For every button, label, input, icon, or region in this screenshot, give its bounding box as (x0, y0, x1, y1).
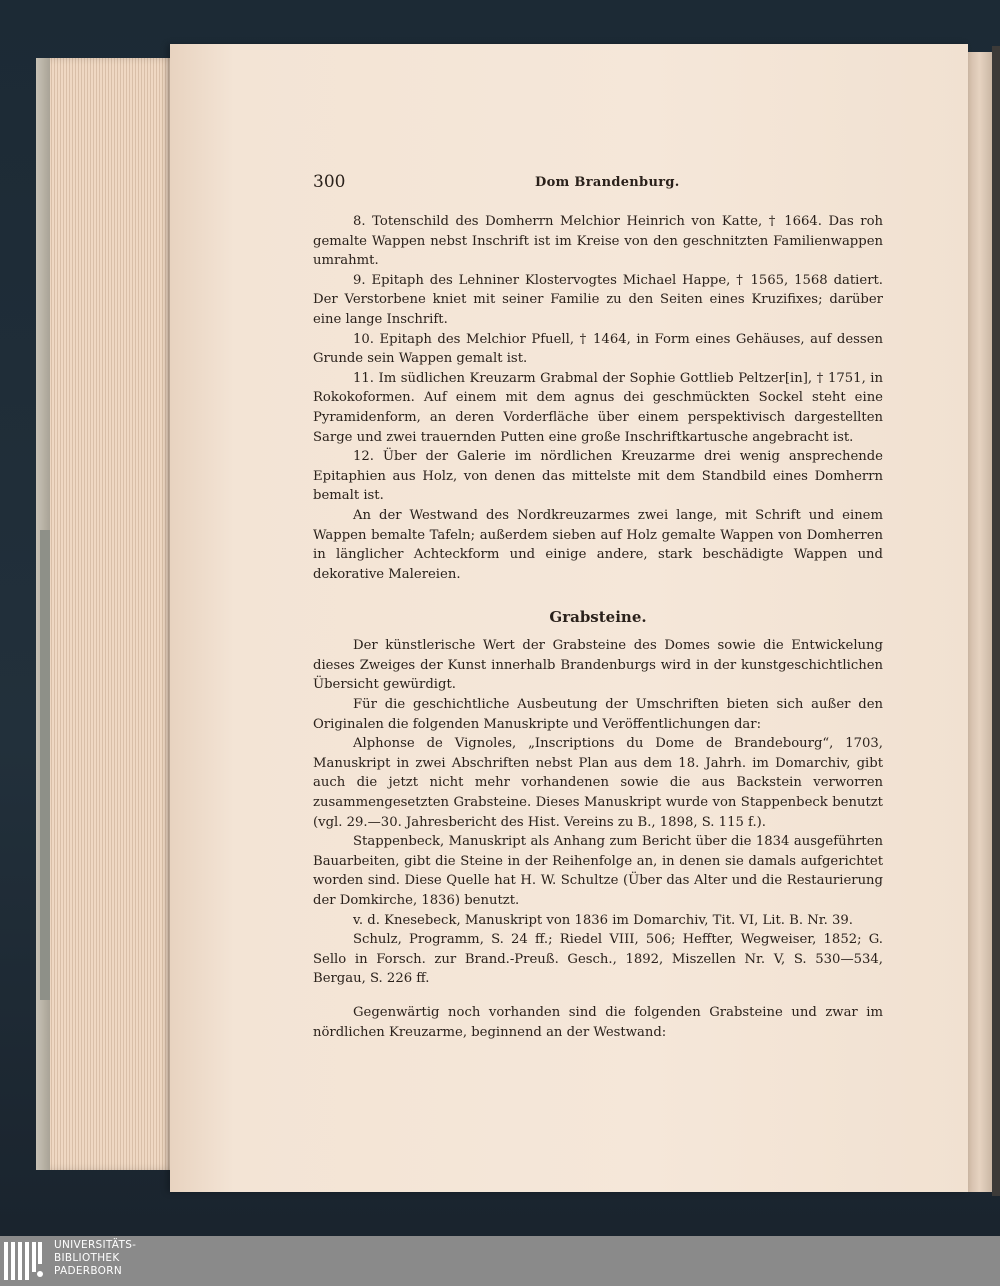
library-logo-icon (2, 1240, 46, 1282)
paragraph-vignoles: Alphonse de Vignoles, „Inscriptions du Dome de Brandebourg“, 1703, Manuskript in zwei Abschriften nebst Plan aus dem 18. Jahrh. im Domarchiv, gibt auch die jetzt nicht mehr vorhandenen sowie die aus Backstein verworren zusammengesetzten Grabsteine. Dieses Manuskript wurde von Stappenbeck benutzt (vgl. 29.—30. Jahresbericht des Hist. Vereins zu B., 1898, S. 115 f.). (313, 736, 883, 830)
page-header (313, 172, 873, 194)
paragraph-sources: Für die geschichtliche Ausbeutung der Umschriften bieten sich außer den Originalen die folgenden Manuskripte und Veröffentlichungen dar: (313, 697, 883, 732)
paragraph-intro: Der künstlerische Wert der Grabsteine des Domes sowie die Entwickelung dieses Zweiges der Kunst innerhalb Brandenburgs wird in der kunstgeschichtlichen Übersicht gewürdigt. (313, 638, 883, 693)
paragraph-item-12: 12. Über der Galerie im nördlichen Kreuzarme drei wenig ansprechende Epitaphien aus Holz, von denen das mittelste mit dem Standbild eines Domherrn bemalt ist. (313, 449, 883, 504)
page-number: 300 (313, 172, 346, 192)
paragraph-item-8: 8. Totenschild des Domherrn Melchior Heinrich von Katte, † 1664. Das roh gemalte Wappen nebst Inschrift ist im Kreise von den geschnitzten Familienwappen umrahmt. (313, 214, 883, 269)
paragraph-gap (313, 989, 883, 1003)
paragraph-stappenbeck: Stappenbeck, Manuskript als Anhang zum Bericht über die 1834 ausgeführten Bauarbeiten, gibt die Steine in der Reihenfolge an, in denen sie damals aufgerichtet worden sind. Diese Quelle hat H. W. Schultze (Über das Alter und die Restaurierung der Domkirche, 1836) benutzt. (313, 834, 883, 908)
paragraph-westwand: An der Westwand des Nordkreuzarmes zwei lange, mit Schrift und einem Wappen bemalte Tafeln; außerdem sieben auf Holz gemalte Wappen von Domherren in länglicher Achteckform und einige andere, stark beschädigte Wappen und dekorative Malereien. (313, 507, 883, 582)
library-name (54, 1239, 136, 1278)
paragraph-item-9: 9. Epitaph des Lehniner Klostervogtes Michael Happe, † 1565, 1568 datiert. Der Verstorbene kniet mit seiner Familie zu den Seiten eines Kruzifixes; darüber eine lange Inschrift. (313, 272, 883, 327)
paragraph-schulz: Schulz, Programm, S. 24 ff.; Riedel VIII, 506; Heffter, Wegweiser, 1852; G. Sello in Forsch. zur Brand.-Preuß. Gesch., 1892, Miszellen Nr. V, S. 530—534, Bergau, S. 226 ff. (313, 932, 883, 987)
paragraph-closing: Gegenwärtig noch vorhanden sind die folgenden Grabsteine und zwar im nördlichen Kreuzarme, beginnend an der Westwand: (313, 1004, 883, 1040)
running-title: Dom Brandenburg. (535, 175, 680, 190)
library-name-line-3: PADERBORN (54, 1265, 122, 1277)
library-footer-bar (0, 1236, 1000, 1286)
book-page (170, 44, 968, 1192)
paragraph-item-10: 10. Epitaph des Melchior Pfuell, † 1464, in Form eines Gehäuses, auf dessen Grunde sein Wappen gemalt ist. (313, 331, 883, 367)
paragraph-knesebeck: v. d. Knesebeck, Manuskript von 1836 im Domarchiv, Tit. VI, Lit. B. Nr. 39. (353, 912, 853, 928)
book-cover-edge (992, 46, 1000, 1196)
section-heading: Grabsteine. (549, 608, 647, 627)
page-body (313, 212, 883, 1042)
book-page-stack (36, 58, 178, 1170)
library-name-line-2: BIBLIOTHEK (54, 1252, 120, 1264)
book-spine-cloth (40, 530, 50, 1000)
library-name-line-1: UNIVERSITÄTS- (54, 1239, 137, 1251)
paragraph-item-11: 11. Im südlichen Kreuzarm Grabmal der Sophie Gottlieb Peltzer[in], † 1751, in Rokokoformen. Auf einem mit dem agnus dei geschmückten Sockel steht eine Pyramidenform, an deren Vorderfläche über einem perspektivisch dargestellten Sarge und zwei trauernden Putten eine große Inschriftkartusche angebracht ist. (313, 370, 883, 445)
